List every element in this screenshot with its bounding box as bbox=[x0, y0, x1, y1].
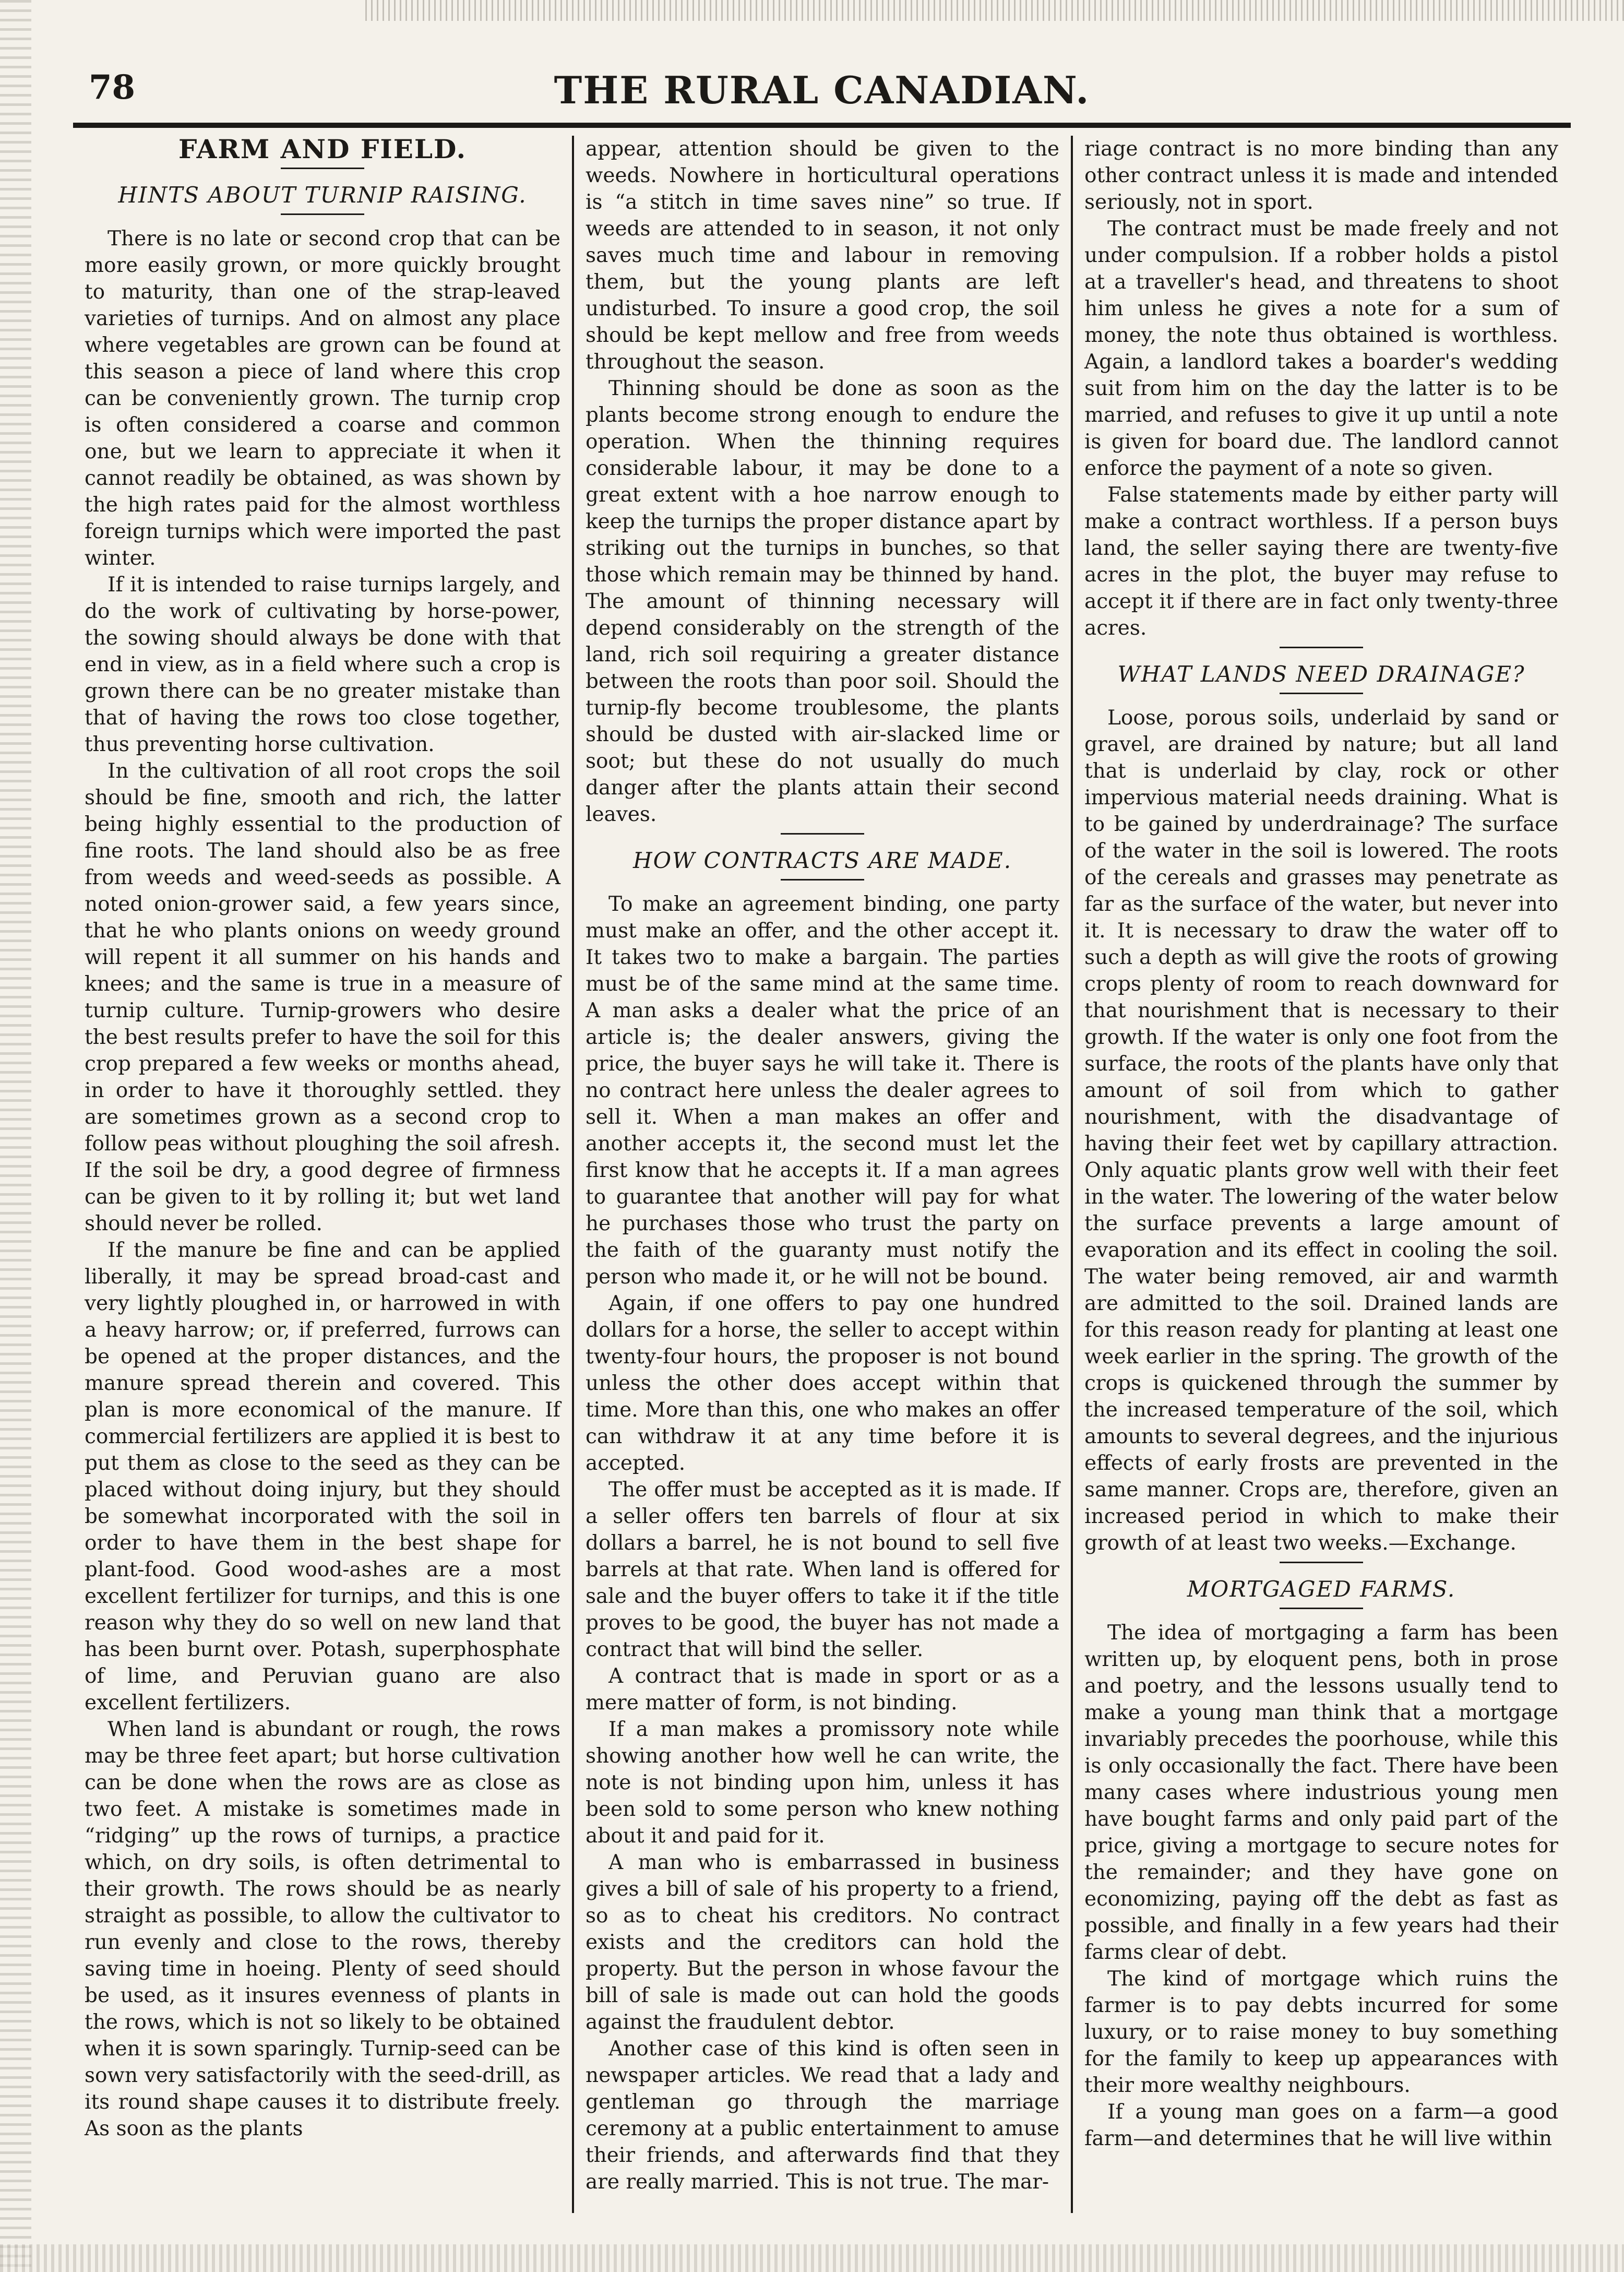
paragraph: There is no late or second crop that can be more easily grown, or more quickly brought to maturity, than one of the strap-leaved varieties of turnips. And on almost any place where vegetables are grown can be found at this season a piece of land where this crop can be conveniently grown. The turnip crop is often considered a coarse and common one, but we learn to appreciate it when it cannot readily be obtained, as was shown by the high rates paid for the almost worthless foreign turnips which were imported the past winter. bbox=[85, 227, 560, 570]
paragraph: If it is intended to raise turnips largely, and do the work of cultivating by horse-power, the sowing should always be done with that end in view, as in a field where such a crop is grown there can be no greater mistake than that of having the rows too close together, thus preventing horse cultivation. bbox=[85, 573, 560, 756]
scan-noise-bottom bbox=[0, 2244, 1624, 2272]
paragraph: Loose, porous soils, underlaid by sand or gravel, are drained by nature; but all land that is underlaid by clay, rock or other impervious material needs draining. What is to be gained by underdrainage? The surface of the water in the soil is lowered. The roots of the cereals and grasses may penetrate as far as the surface of the water, but never into it. It is necessary to draw the water off to such a depth as will give the roots of growing crops plenty of room to reach downward for that nourishment that is necessary to their growth. If the water is only one foot from the surface, the roots of the plants have only that amount of soil from which to gather nourishment, with the disadvantage of having their feet wet by capillary attraction. Only aquatic plants grow well with their feet in the water. The lowering of the water below the surface prevents a large amount of evaporation and its effect in cooling the soil. The water being removed, air and warmth are admitted to the soil. Drained lands are for this reason ready for planting at least one week earlier in the spring. The growth of the crops is quickened through the summer by the increased temperature of the soil, which amounts to several degrees, and the injurious effects of early frosts are prevented in the same manner. Crops are, therefore, given an increased period in which to make their growth of at least two weeks.—Exchange. bbox=[1084, 706, 1558, 1555]
header-rule bbox=[73, 123, 1571, 128]
paragraph: The contract must be made freely and not under compulsion. If a robber holds a pistol at a traveller's head, and threatens to shoot him unless he gives a note for a sum of money, the note thus obtained is worthless. Again, a landlord takes a boarder's wedding suit from him on the day the latter is to be married, and refuses to give it up until a note is given for board due. The landlord cannot enforce the payment of a note so given. bbox=[1084, 217, 1558, 480]
article-title-contracts: HOW CONTRACTS ARE MADE. bbox=[632, 848, 1012, 873]
divider bbox=[781, 879, 864, 881]
paragraph: If a man makes a promissory note while showing another how well he can write, the note is not binding upon him, unless it has been sold to some person who knew nothing about it and paid for it. bbox=[586, 1718, 1059, 1848]
masthead-title: THE RURAL CANADIAN. bbox=[554, 68, 1090, 112]
paragraph: Another case of this kind is often seen in newspaper articles. We read that a lady and gentleman go through the marriage ceremony at a public entertainment to amuse their friends, and afterwards find that they are really married. This is not true. The mar- bbox=[586, 2037, 1059, 2194]
paragraph: When land is abundant or rough, the rows may be three feet apart; but horse cultivation can be done when the rows are as close as two feet. A mistake is sometimes made in “ridging” up the rows of turnips, a practice which, on dry soils, is often detrimental to their growth. The rows should be as nearly straight as possible, to allow the cultivator to run evenly and close to the rows, thereby saving time in hoeing. Plenty of seed should be used, as it insures evenness of plants in the rows, which is not so likely to be obtained when it is sown sparingly. Turnip-seed can be sown very satisfactorily with the seed-drill, as its round shape causes it to distribute freely. As soon as the plants bbox=[85, 1718, 560, 2140]
paragraph: riage contract is no more binding than any other contract unless it is made and intended seriously, not in sport. bbox=[1084, 137, 1558, 214]
column-3 bbox=[1071, 136, 1570, 2213]
divider bbox=[281, 213, 364, 215]
divider bbox=[1280, 647, 1363, 648]
paragraph: False statements made by either party will make a contract worthless. If a person buys land, the seller saying there are twenty-five acres in the plot, the buyer may refuse to accept it if there are in fact only twenty-three acres. bbox=[1084, 483, 1558, 640]
article-title-turnips: HINTS ABOUT TURNIP RAISING. bbox=[118, 182, 527, 208]
paragraph: If the manure be fine and can be applied liberally, it may be spread broad-cast and very lightly ploughed in, or harrowed in with a heavy harrow; or, if preferred, furrows can be opened at the proper distances, and the manure spread therein and covered. This plan is more economical of the manure. If commercial fertilizers are applied it is best to put them as close to the seed as they can be placed without doing injury, but they should be somewhat incorporated with the soil in order to have them in the best shape for plant-food. Good wood-ashes are a most excellent fertilizer for turnips, and this is one reason why they do so well on new land that has been burnt over. Potash, superphosphate of lime, and Peruvian guano are also excellent fertilizers. bbox=[85, 1239, 560, 1715]
divider bbox=[281, 168, 364, 169]
divider bbox=[1280, 1608, 1363, 1609]
paragraph: The offer must be accepted as it is made. If a seller offers ten barrels of flour at six dollars a barrel, he is not bound to sell five barrels at that rate. When land is offered for sale and the buyer offers to take it if the title proves to be good, the buyer has not made a contract that will bind the seller. bbox=[586, 1478, 1059, 1661]
paragraph: In the cultivation of all root crops the soil should be fine, smooth and rich, the latter being highly essential to the production of fine roots. The land should also be as free from weeds and weed-seeds as possible. A noted onion-grower said, a few years since, that he who plants onions on weedy ground will repent it all summer on his hands and knees; and the same is true in a measure of turnip culture. Turnip-growers who desire the best results prefer to have the soil for this crop prepared a few weeks or months ahead, in order to have it thoroughly settled. they are sometimes grown as a second crop to follow peas without ploughing the soil afresh. If the soil be dry, a good degree of firmness can be given to it by rolling it; but wet land should never be rolled. bbox=[85, 759, 560, 1235]
section-title-farm-and-field: FARM AND FIELD. bbox=[178, 136, 467, 164]
article-title-mortgaged-farms: MORTGAGED FARMS. bbox=[1187, 1576, 1456, 1602]
page-number: 78 bbox=[89, 68, 136, 107]
scan-edge-left bbox=[0, 0, 31, 2272]
column-1 bbox=[73, 136, 572, 2213]
divider bbox=[1280, 693, 1363, 694]
scan-noise-top bbox=[365, 0, 1624, 21]
page-header bbox=[73, 57, 1571, 120]
paragraph: Thinning should be done as soon as the plants become strong enough to endure the operation. When the thinning requires considerable labour, it may be done to a great extent with a hoe narrow enough to keep the turnips the proper distance apart by striking out the turnips in bunches, so that those which remain may be thinned by hand. The amount of thinning necessary will depend considerably on the strength of the land, rich soil requiring a greater distance between the roots than poor soil. Should the turnip-fly become troublesome, the plants should be dusted with air-slacked lime or soot; but these do not usually do much danger after the plants attain their second leaves. bbox=[586, 377, 1059, 826]
divider bbox=[1280, 1562, 1363, 1563]
paragraph: The idea of mortgaging a farm has been written up, by eloquent pens, both in prose and poetry, and the lessons usually tend to make a young man think that a mortgage invariably precedes the poorhouse, while this is only occasionally the fact. There have been many cases where industrious young men have bought farms and only paid part of the price, giving a mortgage to secure notes for the remainder; and they have gone on economizing, paying off the debt as fast as possible, and finally in a few years had their farms clear of debt. bbox=[1084, 1621, 1558, 1964]
columns bbox=[73, 136, 1571, 2213]
paragraph: A contract that is made in sport or as a mere matter of form, is not binding. bbox=[586, 1664, 1059, 1715]
paragraph: A man who is embarrassed in business gives a bill of sale of his property to a friend, so as to cheat his creditors. No contract exists and the creditors can hold the property. But the person in whose favour the bill of sale is made out can hold the goods against the fraudulent debtor. bbox=[586, 1851, 1059, 2034]
newspaper-page bbox=[73, 57, 1571, 2223]
paragraph: The kind of mortgage which ruins the farmer is to pay debts incurred for some luxury, or to raise money to buy something for the family to keep up appearances with their more wealthy neighbours. bbox=[1084, 1967, 1558, 2097]
paragraph: To make an agreement binding, one party must make an offer, and the other accept it. It takes two to make a bargain. The parties must be of the same mind at the same time. A man asks a dealer what the price of an article is; the dealer answers, giving the price, the buyer says he will take it. There is no contract here unless the dealer agrees to sell it. When a man makes an offer and another accepts it, the second must let the first know that he accepts it. If a man agrees to guarantee that another will pay for what he purchases those who trust the party on the faith of the guaranty must notify the person who made it, or he will not be bound. bbox=[586, 893, 1059, 1289]
paragraph: appear, attention should be given to the weeds. Nowhere in horticultural operations is “a stitch in time saves nine” so true. If weeds are attended to in season, it not only saves much time and labour in removing them, but the young plants are left undisturbed. To insure a good crop, the soil should be kept mellow and free from weeds throughout the season. bbox=[586, 137, 1059, 374]
article-title-drainage: WHAT LANDS NEED DRAINAGE? bbox=[1117, 661, 1525, 687]
divider bbox=[781, 833, 864, 835]
column-2 bbox=[572, 136, 1071, 2213]
paragraph: If a young man goes on a farm—a good farm—and determines that he will live within bbox=[1084, 2100, 1558, 2150]
paragraph: Again, if one offers to pay one hundred dollars for a horse, the seller to accept within twenty-four hours, the proposer is not bound unless the other does accept within that time. More than this, one who makes an offer can withdraw it at any time before it is accepted. bbox=[586, 1292, 1059, 1475]
